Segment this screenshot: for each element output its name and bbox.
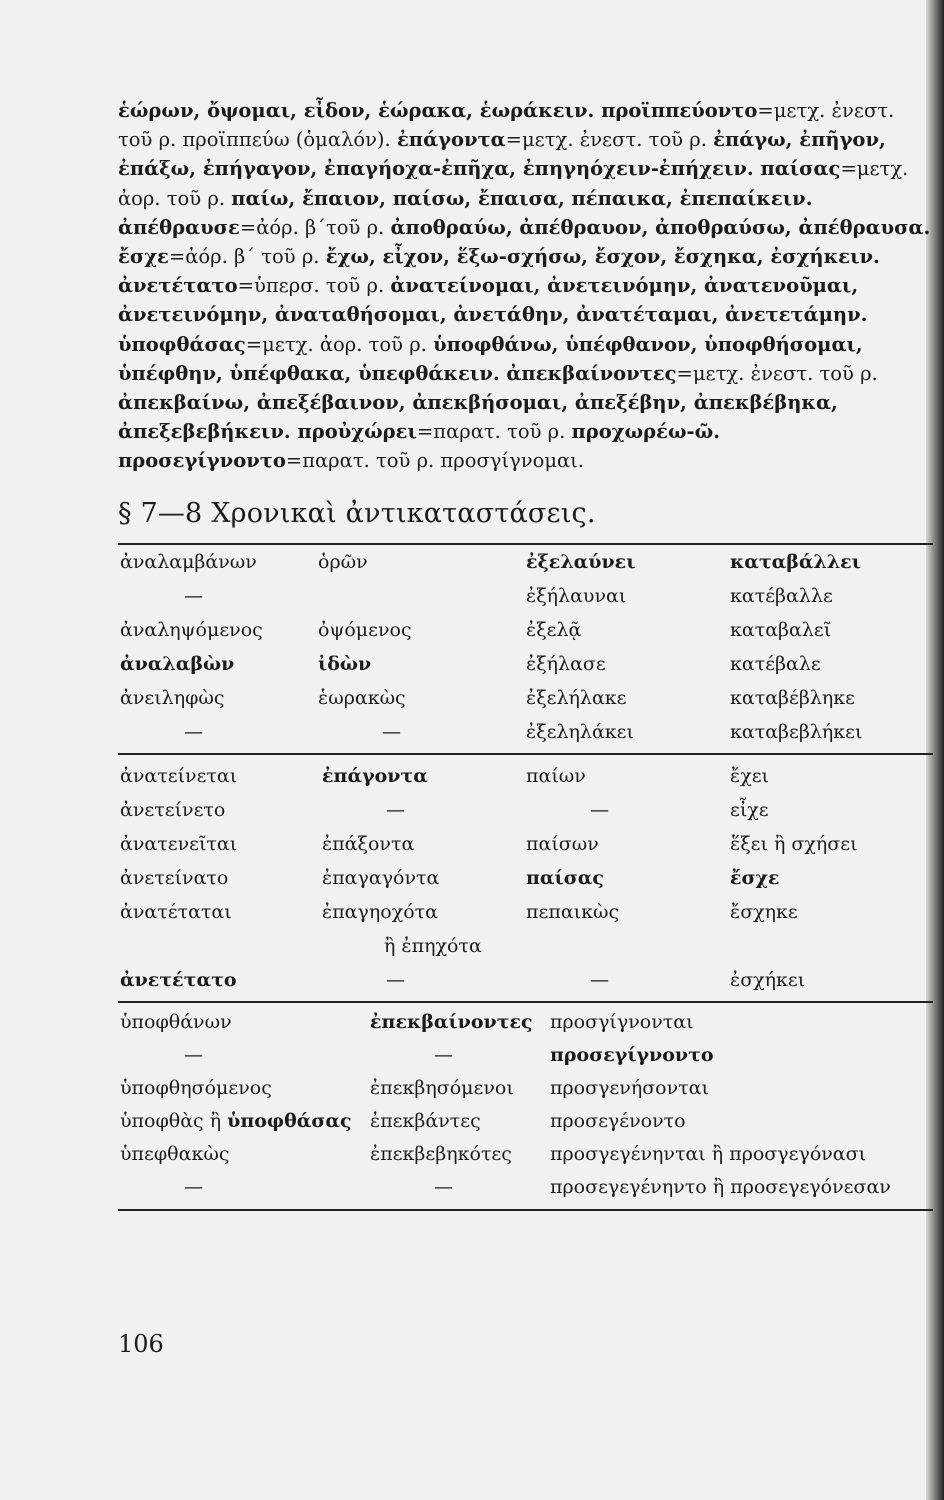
paragraph-segment: =ὑπερσ. τοῦ ρ. <box>237 274 391 298</box>
table-cell: καταβέβληκε <box>730 686 856 709</box>
table-cell: ὀψόμενος <box>318 618 412 641</box>
table-cell: προσεγεγένηντο ἢ προσεγεγόνεσαν <box>550 1175 891 1198</box>
table-cell: ἀνετείνατο <box>120 866 229 889</box>
table-cell: κατέβαλλε <box>730 584 833 607</box>
table-cell: ἐπεκβεβηκότες <box>370 1142 512 1165</box>
table-cell: — <box>184 720 203 743</box>
table-cell: ἀνειληφὼς <box>120 686 225 709</box>
table-cell: ἐσχήκει <box>730 968 806 991</box>
table-cell: προσγίγνονται <box>550 1010 694 1033</box>
paragraph-segment: ἐπάγω, ἐπῆγον, ἐπάξω, ἐπήγαγον, ἐπαγήοχα-ἐπῆχα, ἐπηγηόχειν-ἐπήχειν. παίσας <box>118 128 886 181</box>
table-cell: ἀνατέταται <box>120 900 232 923</box>
table-cell: καταβεβλήκει <box>730 720 863 743</box>
paragraph-segment: ὑποφθάνω, ὑπέφθανον, ὑποφθήσομαι, ὑπέφθην, ὑπέφθακα, ὑπεφθάκειν. ἀπεκβαίνοντες <box>118 332 863 385</box>
conjugation-table-2 <box>118 755 933 1001</box>
table-cell: ἰδὼν <box>318 652 372 675</box>
section-heading: § 7—8 Χρονικαὶ ἀντικαταστάσεις. <box>118 497 596 529</box>
table-cell: ἀναλαμβάνων <box>120 550 257 573</box>
table-cell: ὑποφθησόμενος <box>120 1076 272 1099</box>
table-cell: ἐπάγοντα <box>322 764 428 787</box>
table-cell: ἔχει <box>730 764 770 787</box>
table-cell: ἀναληψόμενος <box>120 618 263 641</box>
paragraph-segment: ἀπεκβαίνω, ἀπεξέβαινον, ἀπεκβήσομαι, ἀπεξέβην, ἀπεκβέβηκα, ἀπεξεβεβήκειν. προὐχώρει <box>118 391 838 444</box>
table-cell: ἀνετείνετο <box>120 798 226 821</box>
table-cell: ἐπεκβαίνοντες <box>370 1010 533 1033</box>
table-cell: ὑποφθάνων <box>120 1010 232 1033</box>
paragraph-segment: προχωρέω-ῶ. προσεγίγνοντο <box>118 420 720 473</box>
paragraph-segment: =παρατ. τοῦ ρ. <box>416 420 572 444</box>
table-cell: — <box>184 1043 203 1066</box>
table-cell: προσεγίγνοντο <box>550 1043 714 1066</box>
table-cell: ὑποφθὰς ἢ ὑποφθάσας <box>120 1109 352 1132</box>
table-cell: — <box>184 1175 203 1198</box>
table-cell: ἀνατενεῖται <box>120 832 238 855</box>
table-cell: ἑωρακὼς <box>318 686 406 709</box>
table-cell: ἐπαγηοχότα <box>322 900 438 923</box>
conjugation-table-3 <box>118 1003 933 1209</box>
table-cell: ἐξελήλακε <box>526 686 627 709</box>
table-cell: ἔσχε <box>730 866 780 889</box>
explanatory-paragraph <box>118 96 933 476</box>
table-cell: καταβαλεῖ <box>730 618 832 641</box>
table-cell: παίσας <box>526 866 604 889</box>
table-cell: καταβάλλει <box>730 550 861 573</box>
paragraph-segment: =μετχ. ἐνεστ. τοῦ ρ. <box>676 361 878 385</box>
paragraph-segment: ἀνατείνομαι, ἀνετεινόμην, ἀνατενοῦμαι, ἀνετεινόμην, ἀναταθήσομαι, ἀνετάθην, ἀνατέταμαι, ἀνετετάμην. ὑποφθάσας <box>118 274 868 356</box>
table-cell: ἐξεληλάκει <box>526 720 634 743</box>
table-cell: προσεγένοντο <box>550 1109 686 1132</box>
table-cell: ἕξει ἢ σχήσει <box>730 832 858 855</box>
table-cell: ἐπάξοντα <box>322 832 415 855</box>
table-cell: — <box>386 968 405 991</box>
table-cell: πεπαικὼς <box>526 900 620 923</box>
paragraph-segment: =μετχ. ἀορ. τοῦ ρ. <box>245 332 434 356</box>
table-rule-bottom <box>118 1209 933 1211</box>
table-cell: ἐπεκβάντες <box>370 1109 481 1132</box>
table-cell: — <box>382 720 401 743</box>
table-cell: κατέβαλε <box>730 652 821 675</box>
conjugation-table-1 <box>118 545 933 753</box>
table-cell: προσγενήσονται <box>550 1076 709 1099</box>
table-cell: προσγεγένηνται ἢ προσγεγόνασι <box>550 1142 867 1165</box>
table-cell: εἶχε <box>730 798 769 821</box>
table-cell: — <box>434 1043 453 1066</box>
table-cell: ἐπεκβησόμενοι <box>370 1076 514 1099</box>
table-cell: ἐξελαύνει <box>526 550 636 573</box>
table-cell: ἐπαγαγόντα <box>322 866 440 889</box>
table-cell: — <box>184 584 203 607</box>
table-cell: — <box>590 968 609 991</box>
paragraph-segment: =μετχ. ἀορ. τοῦ ρ. <box>118 157 909 210</box>
paragraph-segment: ἑώρων, ὄψομαι, εἶδον, ἑώρακα, ἑωράκειν. προϊππεύοντο <box>118 99 758 122</box>
paragraph-segment: =ἀόρ. β΄ τοῦ ρ. <box>168 245 326 269</box>
table-cell: ἀναλαβὼν <box>120 652 235 675</box>
paragraph-segment: =ἀόρ. β΄τοῦ ρ. <box>239 215 391 239</box>
table-cell: ὑπεφθακὼς <box>120 1142 230 1165</box>
paragraph-segment: =μετχ. ἐνεστ. τοῦ ρ. προϊππεύω (ὁμαλόν). <box>118 99 895 152</box>
table-cell: — <box>590 798 609 821</box>
table-cell: — <box>386 798 405 821</box>
paragraph-segment: ἔχω, εἶχον, ἕξω-σχήσω, ἔσχον, ἔσχηκα, ἐσχήκειν. ἀνετέτατο <box>118 245 880 298</box>
table-cell: ἔσχηκε <box>730 900 798 923</box>
table-cell: ἀνατείνεται <box>120 764 238 787</box>
table-cell: ἐξήλαυναι <box>526 584 627 607</box>
table-cell: παίσων <box>526 832 599 855</box>
table-cell: — <box>434 1175 453 1198</box>
table-cell: ὁρῶν <box>318 550 368 573</box>
paragraph-segment: ἐπάγοντα <box>396 128 506 152</box>
table-cell: ἐξήλασε <box>526 652 606 675</box>
table-cell: ἢ ἐπηχότα <box>384 934 482 957</box>
table-cell: παίων <box>526 764 586 787</box>
paragraph-segment: =μετχ. ἐνεστ. τοῦ ρ. <box>505 128 714 152</box>
paragraph-segment: παίω, ἔπαιον, παίσω, ἔπαισα, πέπαικα, ἐπεπαίκειν. ἀπέθραυσε <box>118 186 813 239</box>
page-number: 106 <box>118 1330 164 1358</box>
page-content <box>118 96 933 1211</box>
paragraph-segment: ἀποθραύω, ἀπέθραυον, ἀποθραύσω, ἀπέθραυσα. ἔσχε <box>118 215 931 269</box>
table-cell: ἐξελᾷ <box>526 618 582 641</box>
table-cell: ἀνετέτατο <box>120 968 237 991</box>
paragraph-segment: =παρατ. τοῦ ρ. προσγίγνομαι. <box>285 449 585 473</box>
